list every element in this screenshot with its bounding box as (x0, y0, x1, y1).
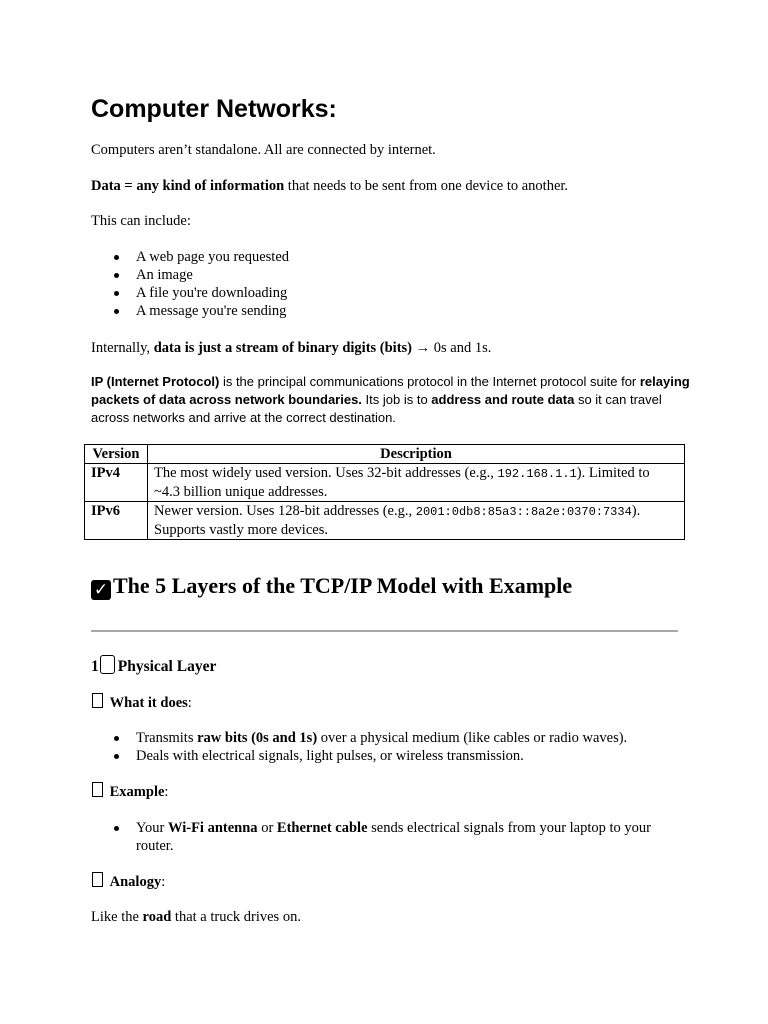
intro-text: Computers aren’t standalone. All are connected by internet. (91, 142, 436, 158)
item-text: router. (136, 838, 174, 854)
table-row (85, 502, 685, 540)
ip-text-2: Its job is to (361, 392, 432, 407)
data-definition-rest: that needs to be sent from one device to another. (284, 178, 569, 194)
analogy-label: Analogy: (91, 872, 165, 891)
layers-heading-text: The 5 Layers of the TCP/IP Model with Example (113, 573, 573, 598)
list-item: A file you're downloading (91, 284, 289, 302)
binary-pre: Internally, (91, 340, 154, 356)
what-label-text: What it does (109, 695, 188, 711)
ip-text-1: is the principal communications protocol in the Internet protocol suite for (219, 374, 640, 389)
missing-glyph-icon (92, 872, 103, 887)
description-text: Newer version. Uses 128-bit addresses (e.g., (154, 503, 416, 519)
include-list (91, 248, 289, 320)
missing-glyph-icon (92, 782, 103, 797)
description-cell (148, 502, 685, 540)
horizontal-rule (91, 630, 678, 632)
item-text: Your (136, 820, 168, 836)
layer-title: Physical Layer (117, 658, 217, 675)
example-label-text: Example (109, 784, 165, 800)
data-definition (91, 177, 568, 195)
analogy-text (91, 908, 301, 926)
list-item: A message you're sending (91, 302, 289, 320)
analogy-label-text: Analogy (109, 874, 162, 890)
layers-heading (91, 571, 572, 601)
description-text: The most widely used version. Uses 32-bit addresses (e.g., (154, 465, 498, 481)
what-it-does-label: What it does: (91, 693, 192, 712)
table-header-row (85, 445, 685, 464)
binary-post: → 0s and 1s. (412, 340, 492, 356)
analogy-post: that a truck drives on. (171, 909, 301, 925)
what-it-does-list (91, 729, 627, 765)
description-text: ). Supports vastly more devices. (154, 503, 641, 538)
list-item: A web page you requested (91, 248, 289, 266)
item-text: Transmits (136, 730, 198, 746)
ip-paragraph (91, 373, 691, 427)
example-list (91, 819, 651, 855)
ip-text-3: so it can travel across networks and arrive at the correct destination. (91, 392, 662, 425)
example-label: Example: (91, 782, 168, 801)
checkmark-icon: ✓ (91, 580, 111, 600)
table-row (85, 464, 685, 502)
ip-bold-address: address and route data (431, 392, 575, 407)
include-intro: This can include: (91, 213, 191, 229)
item-bold: Ethernet cable (276, 820, 368, 836)
layer-number: 1 (91, 658, 99, 675)
missing-glyph-icon (92, 693, 103, 708)
ip-version-table (84, 444, 685, 540)
item-bold: raw bits (0s and 1s) (197, 730, 318, 746)
header-version: Version (85, 445, 148, 464)
layer-1-heading (91, 655, 216, 677)
item-text: Deals with electrical signals, light pulses, or wireless transmission. (136, 748, 524, 764)
item-text: sends electrical signals from your laptop to your (367, 820, 652, 836)
binary-bold: data is just a stream of binary digits (bits) (153, 340, 413, 356)
version-cell: IPv6 (85, 502, 148, 540)
item-text: or (257, 820, 277, 836)
analogy-pre: Like the (91, 909, 143, 925)
address-code: 2001:0db8:85a3::8a2e:0370:7334 (415, 505, 632, 519)
item-text: over a physical medium (like cables or radio waves). (317, 730, 628, 746)
data-definition-bold: Data = any kind of information (91, 178, 285, 194)
binary-text (91, 339, 491, 357)
analogy-bold: road (142, 909, 172, 925)
description-text: ). Limited to ~4.3 billion unique addresses. (154, 465, 650, 500)
list-item: An image (91, 266, 289, 284)
page-title: Computer Networks: (91, 95, 337, 123)
ip-term: IP (Internet Protocol) (91, 374, 220, 389)
list-item (91, 747, 627, 765)
keycap-icon (100, 655, 115, 674)
description-cell (148, 464, 685, 502)
list-item (91, 729, 627, 747)
item-bold: Wi-Fi antenna (167, 820, 258, 836)
header-description: Description (148, 445, 685, 464)
list-item (91, 819, 651, 855)
ip-bold-relaying: relaying packets of data across network boundaries. (91, 374, 690, 407)
address-code: 192.168.1.1 (497, 467, 577, 481)
version-cell: IPv4 (85, 464, 148, 502)
